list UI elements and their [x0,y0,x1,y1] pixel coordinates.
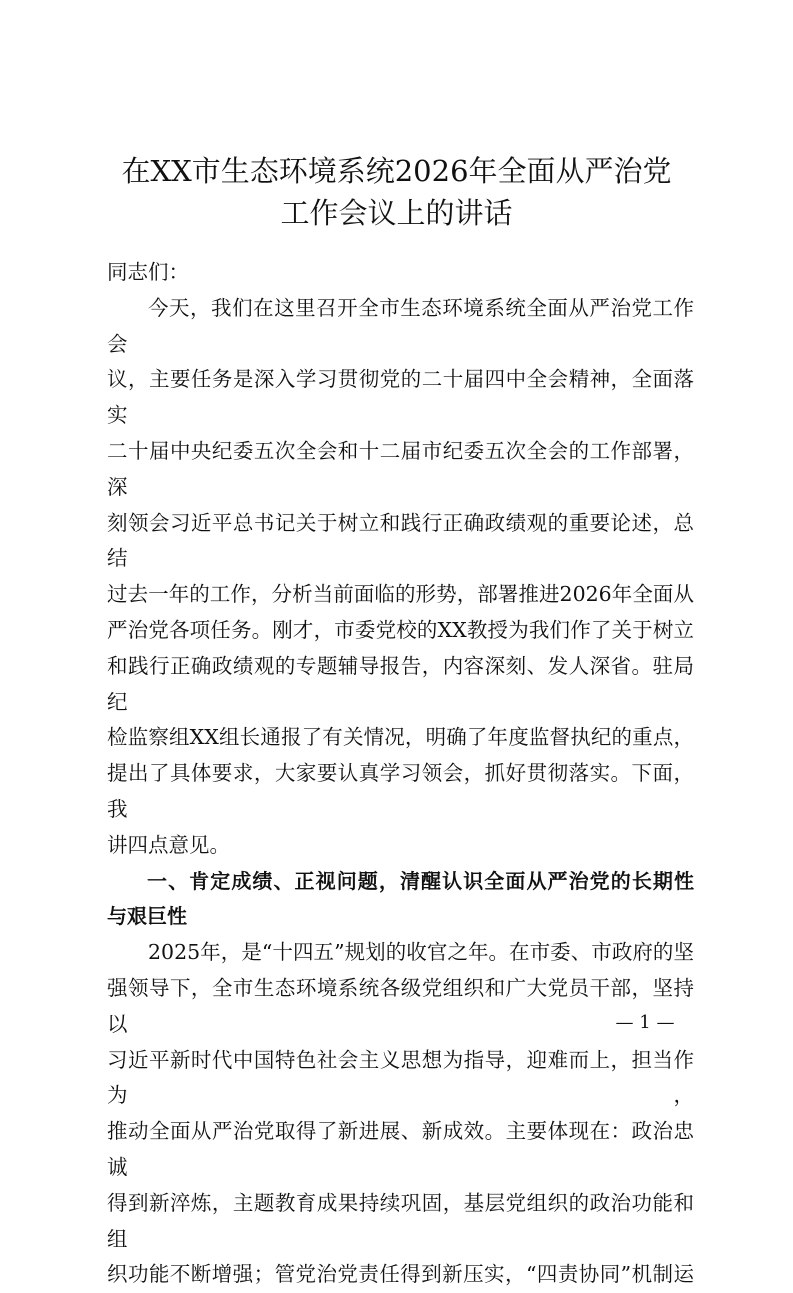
heading-line: 与艰巨性 [107,904,187,929]
text-line: 检监察组XX组长通报了有关情况，明确了年度监督执纪的重点， [107,725,694,750]
heading-line: 一、肯定成绩、正视问题，清醒认识全面从严治党的长期性 [147,868,694,893]
text-line: 织功能不断增强；管党治党责任得到新压实，“四责协同”机制运 [107,1262,694,1287]
text-line: 得到新淬炼，主题教育成果持续巩固，基层党组织的政治功能和组 [107,1190,694,1251]
text-line: 议，主要任务是深入学习贯彻党的二十届四中全会精神，全面落实 [107,367,694,428]
paragraph-intro [107,291,694,864]
text-line: 刻领会习近平总书记关于树立和践行正确政绩观的重要论述，总结 [107,510,694,571]
text-line: 提出了具体要求，大家要认真学习领会，抓好贯彻落实。下面，我 [107,761,694,821]
text-line: 和践行正确政绩观的专题辅导报告，内容深刻、发人深省。驻局纪 [107,653,694,714]
title-line: 在XX市生态环境系统2026年全面从严治党 [121,154,672,188]
text-line: 推动全面从严治党取得了新进展、新成效。主要体现在：政治忠诚 [107,1119,694,1179]
title-line: 工作会议上的讲话 [280,196,513,230]
text-line: 过去一年的工作，分析当前面临的形势，部署推进2026年全面从 [107,582,694,607]
section-heading-1 [107,864,694,936]
page-number: — 1 — [615,1012,675,1033]
text-line: 今天，我们在这里召开全市生态环境系统全面从严治党工作会 [107,295,694,356]
paragraph-achievements [107,935,694,1293]
salutation: 同志们： [107,260,189,284]
text-line: 2025年，是“十四五”规划的收官之年。在市委、市政府的坚 [148,940,694,965]
text-line: 强领导下，全市生态环境系统各级党组织和广大党员干部，坚持以 [107,975,694,1036]
text-line: 二十届中央纪委五次全会和十二届市纪委五次全会的工作部署，深 [107,438,694,499]
document-body [107,255,694,1293]
text-line: 习近平新时代中国特色社会主义思想为指导，迎难而上，担当作为， [107,1047,694,1108]
text-line: 严治党各项任务。刚才，市委党校的XX教授为我们作了关于树立 [107,617,694,642]
document-title [60,150,733,234]
text-line: 讲四点意见。 [107,832,230,857]
